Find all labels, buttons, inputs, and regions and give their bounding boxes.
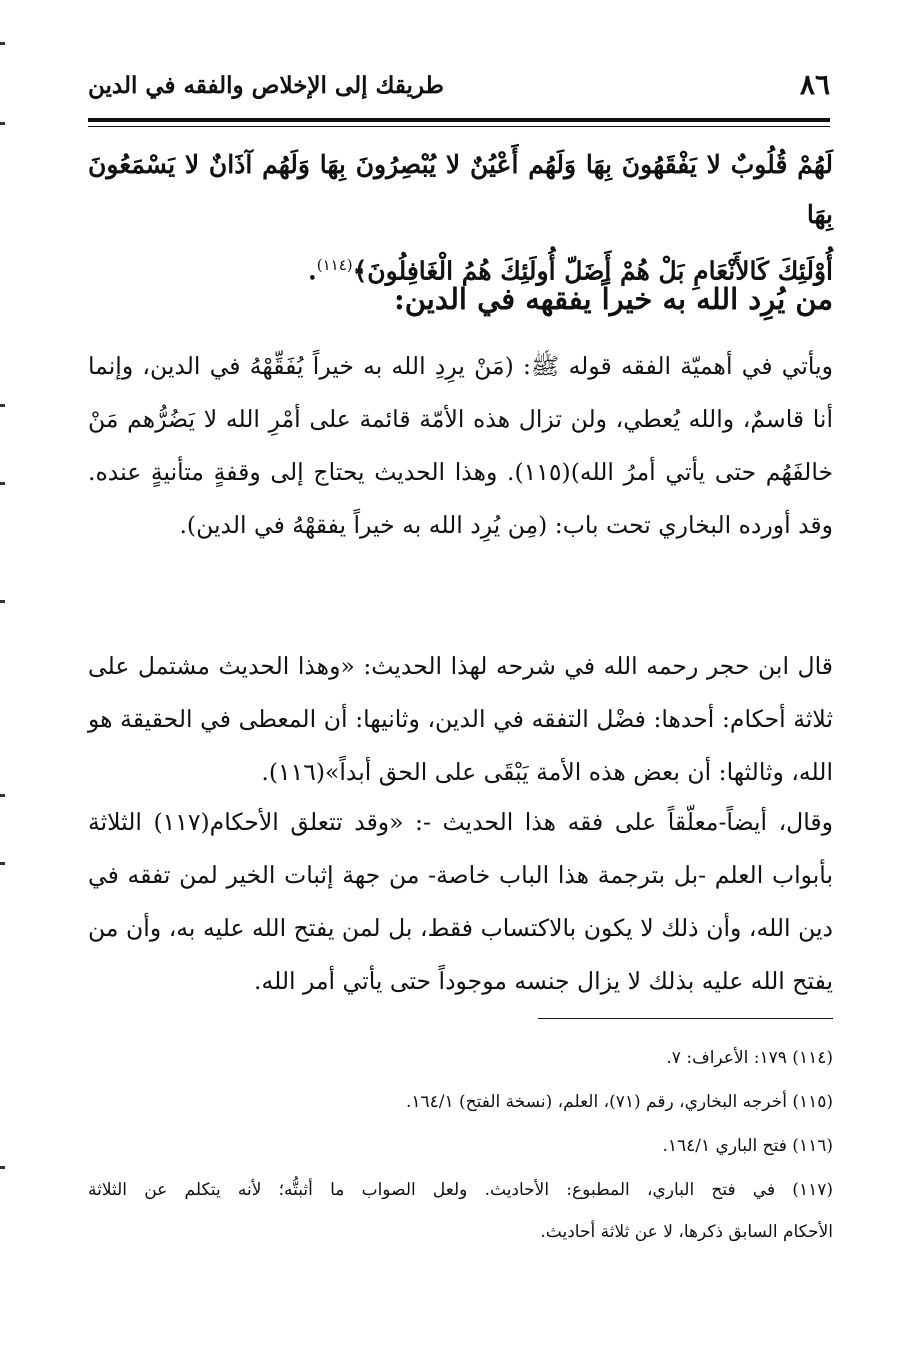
- scan-edge-mark: [0, 794, 5, 797]
- quran-verse: [88, 140, 833, 296]
- footnote-115: (١١٥) أخرجه البخاري، رقم (٧١)، العلم، (نسخة الفتح) ١٦٤/١.: [405, 1092, 833, 1112]
- paragraph-commentary: وقال، أيضاً-معلّقاً على فقه هذا الحديث -: «وقد تتعلق الأحكام(١١٧) الثلاثة بأبواب العلم -بل بترجمة هذا الباب خاصة- من جهة إثبات الخير لمن تفقه في دين الله، وأن ذلك لا يكون بالاكتساب فقط، بل لمن يفتح الله عليه به، وأن من يفتح الله عليه بذلك لا يزال جنسه موجوداً حتى يأتي أمر الله.: [88, 808, 833, 995]
- header-rule-thick: [88, 118, 830, 122]
- scan-edge-mark: [0, 1166, 5, 1169]
- footnote-separator: [538, 1018, 833, 1019]
- footnotes: [88, 1036, 833, 1252]
- running-title: طريقك إلى الإخلاص والفقه في الدين: [88, 72, 444, 99]
- section-heading: من يُرِد الله به خيراً يفقهه في الدين:: [394, 282, 833, 316]
- footnote-117-line-1: (١١٧) في فتح الباري، المطبوع: الأحاديث. ولعل الصواب ما أثبتُّه؛ لأنه يتكلم عن الثلاثة: [88, 1180, 833, 1200]
- verse-line-2-text: أُوْلَئِكَ كَالأَنْعَامِ بَلْ هُمْ أَضَلّ أُولَئِكَ هُمُ الْغَافِلُونَ﴾: [352, 256, 833, 286]
- page-number: ٨٦: [799, 68, 830, 101]
- scan-edge-mark: [0, 404, 5, 407]
- footnote-116: (١١٦) فتح الباري ١٦٤/١.: [662, 1136, 833, 1156]
- scan-edge-mark: [0, 600, 5, 603]
- paragraph-ibn-hajar: قال ابن حجر رحمه الله في شرحه لهذا الحديث: «وهذا الحديث مشتمل على ثلاثة أحكام: أحدها: فضْل التفقه في الدين، وثانيها: أن المعطى في الحقيقة هو الله، وثالثها: أن بعض هذه الأمة يَبْقَى على الحق أبداً»(١١٦).: [88, 652, 833, 786]
- footnote-ref-114: (١١٤): [316, 256, 353, 274]
- scan-edge-mark: [0, 862, 5, 865]
- page-header: [88, 66, 830, 106]
- verse-end-mark: .: [308, 256, 317, 286]
- paragraph-hadith: ويأتي في أهميّة الفقه قوله ﷺ: (مَنْ يرِدِ الله به خيراً يُفَقِّهْهُ في الدين، وإنما أنا قاسمٌ، والله يُعطي، ولن تزال هذه الأمّة قائمة على أمْرِ الله لا يَضُرُّهم مَنْ خالفَهُم حتى يأتي أمرُ الله)(١١٥). وهذا الحديث يحتاج إلى وقفةٍ متأنيةٍ عنده. وقد أورده البخاري تحت باب: (مِن يُرِد الله به خيراً يفقهْهُ في الدين).: [88, 352, 834, 539]
- verse-line-1: لَهُمْ قُلُوبٌ لا يَفْقَهُونَ بِهَا وَلَهُم أَعْيُنٌ لا يُبْصِرُونَ بِهَا وَلَهُم آذَانٌ لا يَسْمَعُونَ بِهَا: [88, 150, 833, 229]
- scan-edge-mark: [0, 122, 5, 125]
- footnote-117-line-2: الأحكام السابق ذكرها، لا عن ثلاثة أحاديث.: [540, 1222, 833, 1242]
- footnote-114: (١١٤) ١٧٩: الأعراف: ٧.: [666, 1048, 833, 1068]
- scan-edge-mark: [0, 42, 5, 45]
- header-rule-thin: [88, 126, 830, 127]
- scan-edge-mark: [0, 482, 5, 485]
